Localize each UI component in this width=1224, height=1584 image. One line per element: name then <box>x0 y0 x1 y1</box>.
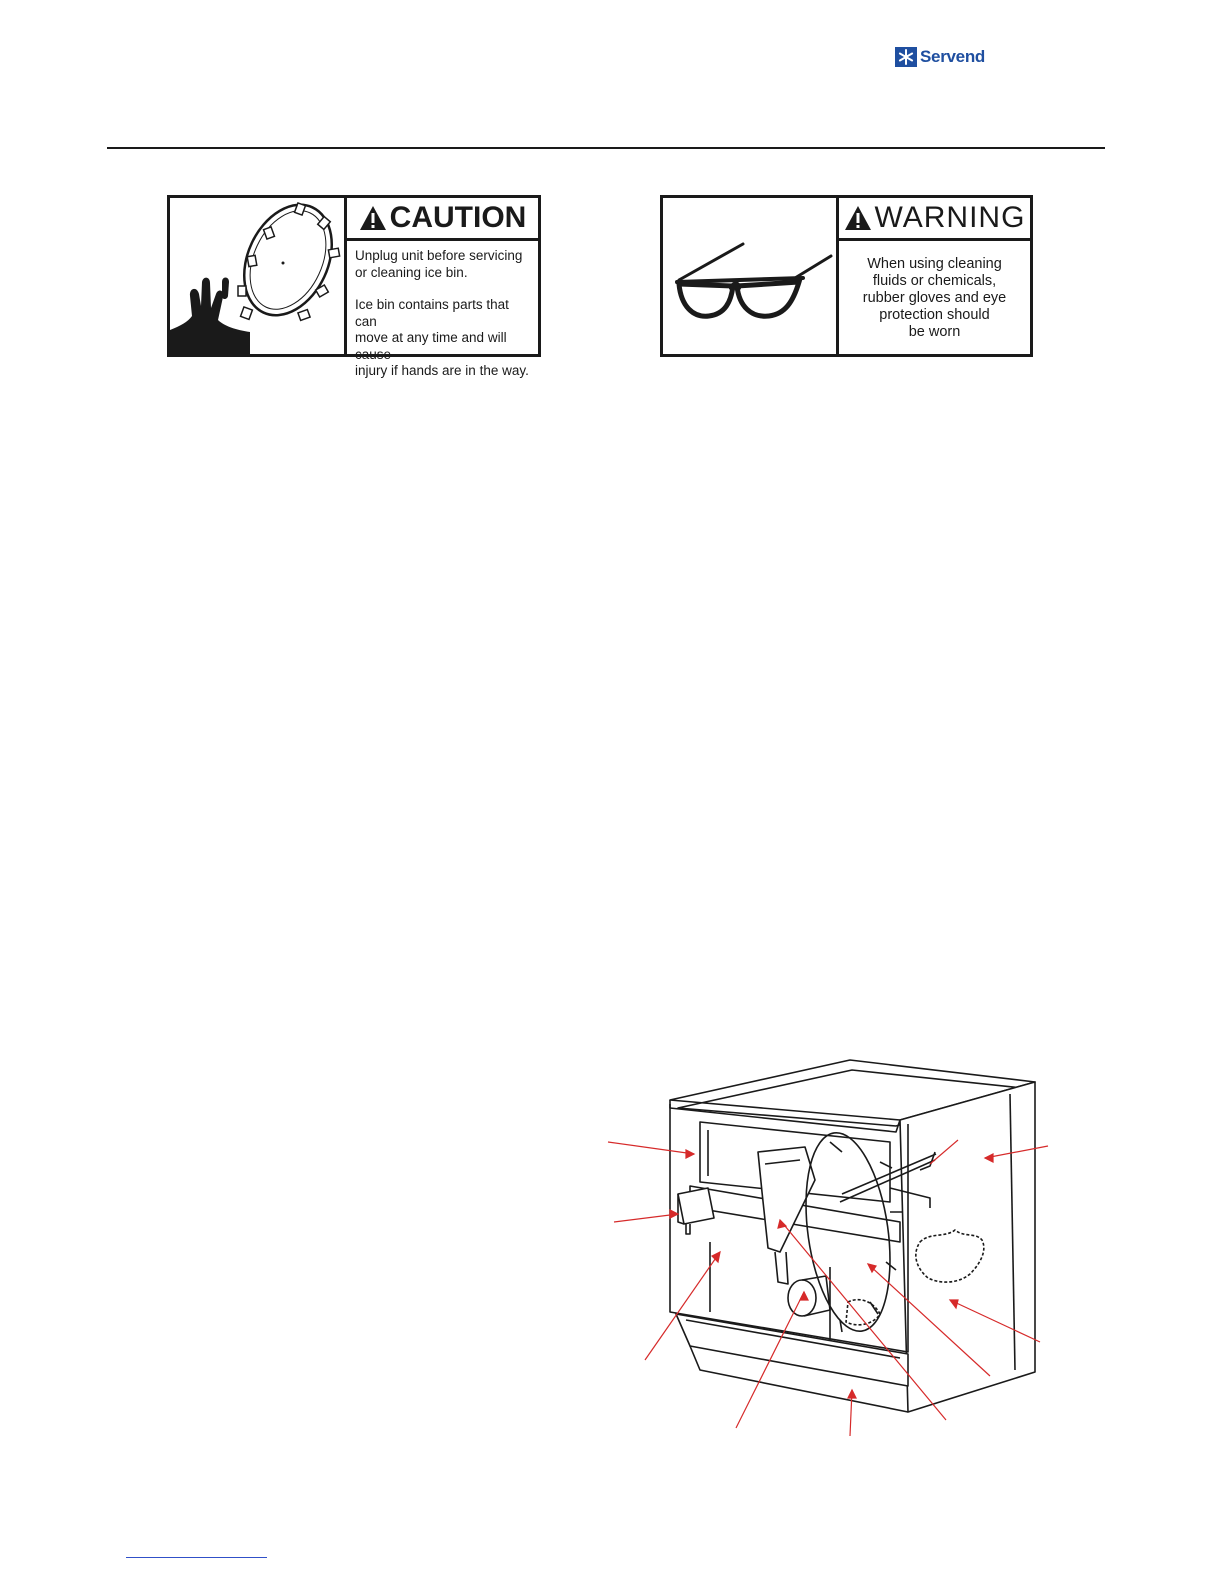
warning-heading-text: WARNING <box>874 201 1026 234</box>
warning-line: rubber gloves and eye <box>862 290 1007 306</box>
warning-line: When using cleaning <box>867 256 1002 272</box>
caution-line: Unplug unit before servicing <box>355 248 523 263</box>
warning-label <box>660 195 1033 357</box>
warning-line: protection should <box>879 307 990 323</box>
caution-line: or cleaning ice bin. <box>355 264 468 280</box>
caution-line: injury if hands are in the way. <box>355 363 529 378</box>
header-rule <box>107 147 1105 149</box>
warning-triangle-icon <box>844 205 872 231</box>
warning-heading <box>839 198 1030 241</box>
warning-line: be worn <box>908 324 961 340</box>
caution-line: move at any time and will cause <box>355 330 507 362</box>
caution-body <box>347 241 538 378</box>
caution-label <box>167 195 541 378</box>
warning-triangle-icon <box>359 205 387 231</box>
caution-heading-text: CAUTION <box>389 201 527 234</box>
warning-body <box>839 241 1030 354</box>
snowflake-icon <box>895 47 917 67</box>
caution-line: Ice bin contains parts that can <box>355 297 509 329</box>
ice-dispenser-diagram <box>590 1052 1060 1447</box>
warning-line: fluids or chemicals, <box>872 273 997 289</box>
safety-glasses-illustration <box>663 198 839 354</box>
footer-underline <box>126 1557 267 1558</box>
servend-logo <box>895 47 985 67</box>
caution-heading <box>347 198 538 241</box>
brand-name: Servend <box>920 47 985 66</box>
hand-auger-illustration <box>170 198 347 354</box>
